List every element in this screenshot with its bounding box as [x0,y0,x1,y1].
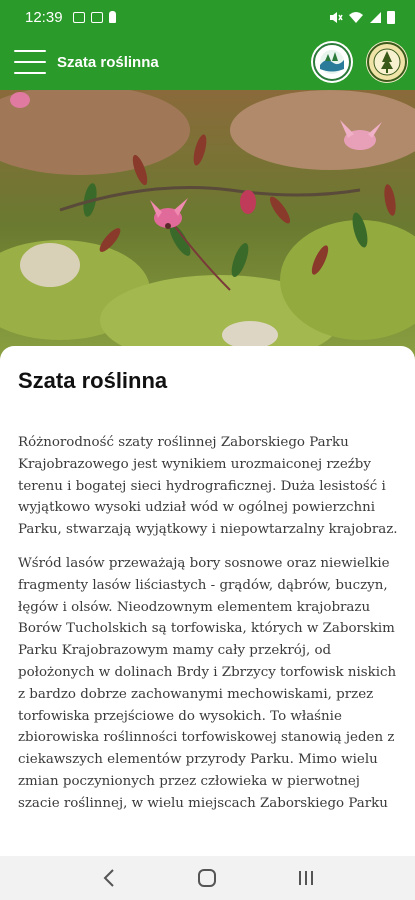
hero-image [0,90,415,360]
recent-apps-icon[interactable] [291,863,321,893]
wifi-icon [348,11,364,24]
status-left [25,9,116,26]
app-bar-title: Szata roślinna [57,53,159,71]
home-icon[interactable] [192,863,222,893]
app-bar [0,34,415,90]
paragraph: Wśród lasów przeważają bory sosnowe oraz niewielkie fragmenty lasów liściastych - grądów, dąbrów, buczyn, łęgów i olsów. Nieodzownym elementem krajobrazu Borów Tucholskich są torfowiska, których w Zaborskim Parku Krajobrazowym mamy cały przekrój, od położonych w dolinach Brdy i Zbrzycy torfowisk niskich z bardzo dobrze zachowanymi mechowiskami, przez torfowiska przejściowe do wysokich. To właśnie zbiorowiska roślinności torfowiskowej stanowią jeden z ciekawszych elementów przyrody Parku. Mimo wielu zmian poczynionych przez człowieka w pierwotnej szacie roślinnej, w wielu miejscach Zaborskiego Parku [18,555,397,811]
landscape-parks-logo [366,41,408,83]
status-time: 12:39 [25,8,63,26]
person-icon [109,11,116,23]
signal-icon [369,11,382,24]
page-title: Szata roślinna [18,368,168,393]
gallery-icon [73,12,85,23]
paragraph: Różnorodność szaty roślinnej Zaborskiego Parku Krajobrazowego jest wynikiem urozmaiconej rzeźby terenu i bogatej sieci hydrograficznej. Duża lesistość i wyjątkowo wysoki udział wód w ogólnej powierzchni Parku, stwarzają wyjątkowy i niepowtarzalny krajobraz. [18,435,398,538]
content-card [0,346,415,856]
status-right [329,11,395,24]
back-icon[interactable] [94,863,124,893]
article-body [18,432,400,827]
news-icon [91,12,103,23]
battery-icon [387,11,395,24]
park-logo [311,41,353,83]
status-bar [0,0,415,34]
mute-icon [329,11,343,24]
hamburger-menu-icon[interactable] [14,50,46,74]
system-navigation-bar [0,856,415,900]
